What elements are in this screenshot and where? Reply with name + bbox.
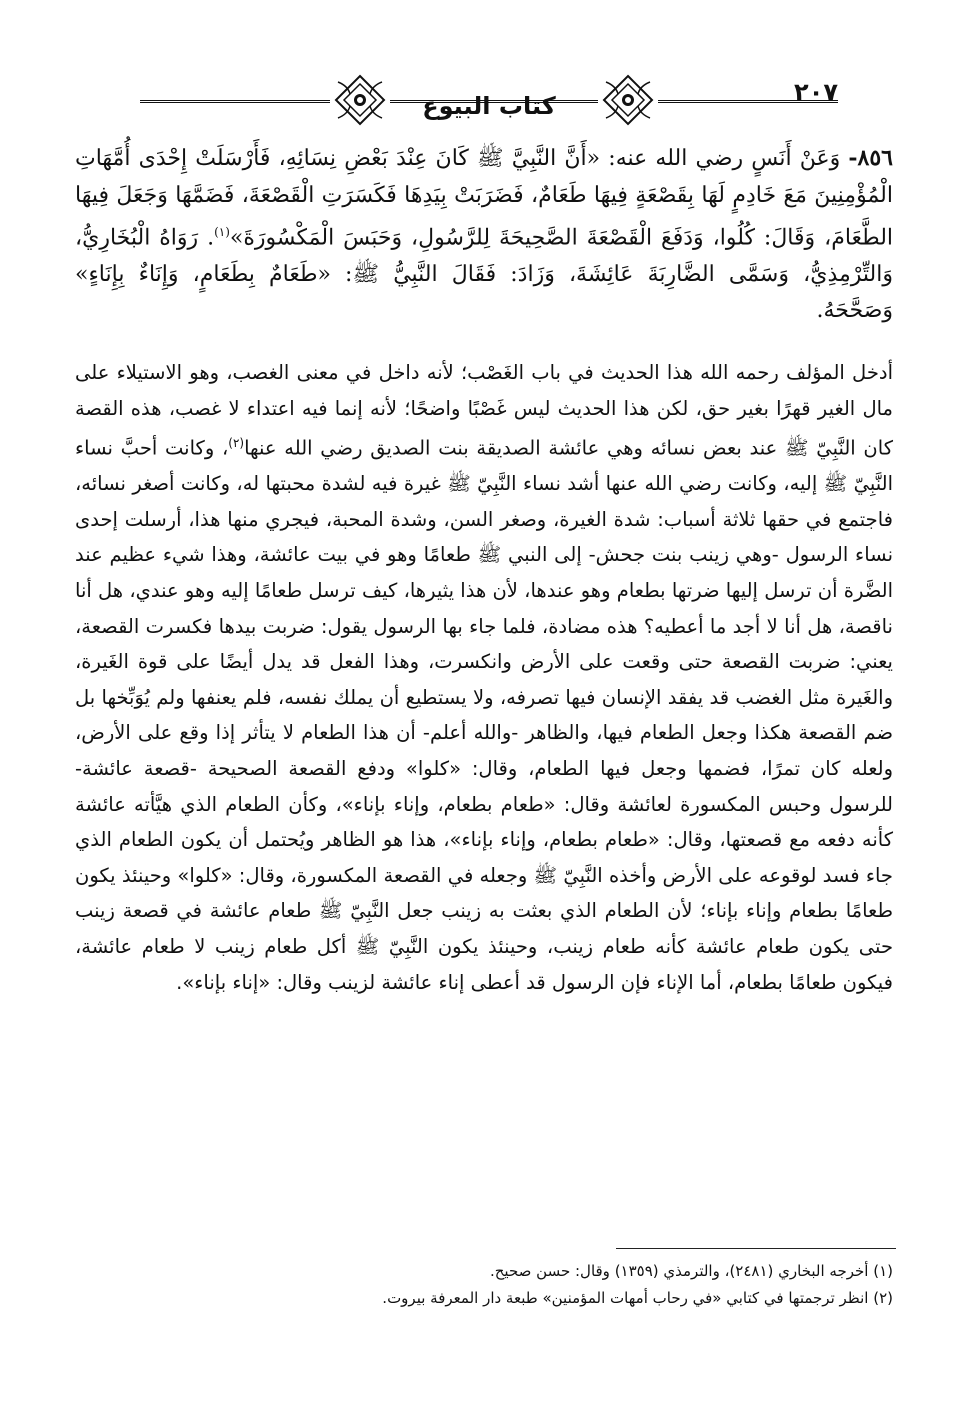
footnote-divider xyxy=(616,1248,896,1249)
page-header xyxy=(100,70,878,130)
chapter-title: كتاب البيوع xyxy=(422,92,556,120)
footnote-ref-1[interactable]: (١) xyxy=(214,225,230,239)
footnote-2: (٢) انظر ترجمتها في كتابي «في رحاب أمهات المؤمنين» طبعة دار المعرفة بيروت. xyxy=(382,1289,893,1307)
hadith-body: وَعَنْ أَنَسٍ رضي الله عنه: «أَنَّ النَّبِيَّ ﷺ كَانَ عِنْدَ بَعْضِ نِسَائِهِ، فَأَرْسَلَتْ إِحْدَى أُمَّهَاتِ الْمُؤْمِنِينَ مَعَ خَادِمٍ لَهَا بِقَصْعَةٍ فِيهَا طَعَامٌ، فَضَرَبَتْ بِيَدِهَا فَكَسَرَتِ الْقَصْعَةَ، فَضَمَّهَا وَجَعَلَ فِيهَا الطَّعَامَ، وَقَالَ: كُلُوا، وَدَفَعَ الْقَصْعَةَ الصَّحِيحَةَ لِلرَّسُولِ، وَحَبَسَ الْمَكْسُورَةَ» xyxy=(75,146,894,251)
hadith-narration: . رَوَاهُ الْبُخَارِيُّ، وَالتِّرْمِذِيُّ، وَسَمَّى الضَّارِبَةَ عَائِشَةَ، وَزَادَ: فَقَالَ النَّبِيُّ ﷺ: «طَعَامٌ بِطَعَامٍ، وَإِنَاءٌ بِإِنَاءٍ» وَصَحَّحَهُ. xyxy=(75,225,893,324)
commentary-paragraph xyxy=(75,355,893,1000)
hadith-number: ٨٥٦- xyxy=(848,145,893,171)
commentary-part-1: أدخل المؤلف رحمه الله هذا الحديث في باب الغَصْب؛ لأنه داخل في معنى الغصب، وهو الاستيلاء على مال الغير قهرًا بغير حق، لكن هذا الحديث ليس غَصْبًا واضحًا؛ لأنه إنما فيه اعتداء لا غصب، هذه القصة كان النَّبِيّ ﷺ عند بعض نسائه وهي عائشة الصديقة بنت الصديق رضي الله عنها xyxy=(75,361,893,460)
hadith-text xyxy=(75,140,893,330)
footnotes xyxy=(75,1258,893,1312)
footnote-1: (١) أخرجه البخاري (٢٤٨١)، والترمذي (١٣٥٩) وقال: حسن صحيح. xyxy=(489,1262,893,1280)
page-number: ٢٠٧ xyxy=(794,78,838,106)
footnote-ref-2[interactable]: (٢) xyxy=(228,436,245,451)
commentary-part-2: ، وكانت أحبَّ نساء النَّبِيّ ﷺ إليه، وكانت رضي الله عنها أشد نساء النَّبِيّ ﷺ غيرة فيه لشدة محبتها له، وكانت أصغر نسائه، فاجتمع في حقها ثلاثة أسباب: شدة الغيرة، وصغر السن، وشدة المحبة، فيجري منها هذا، أرسلت إحدى نساء الرسول -وهي زينب بنت جحش- إلى النبي ﷺ طعامًا وهو في بيت عائشة، وهذا شيء عظيم عند الضَّرة أن ترسل إليها ضرتها بطعام وهو عندها، لأن هذا يثيرها، كيف ترسل طعامًا إليه وهو عندي، هل أنا ناقصة، هل أنا لا أجد ما أعطيه؟ هذه مضادة، فلما جاء بها الرسول يقول: ضربت بيدها فكسرت القصعة، يعني: ضربت القصعة حتى وقعت على الأرض وانكسرت، وهذا الفعل قد يدل أيضًا على قوة الغَيرة، والغَيرة مثل الغضب قد يفقد الإنسان فيها تصرفه، ولا يستطيع أن يملك نفسه، فلم يعنفها ولم يُوَبِّخها بل ضم القصعة هكذا وجعل الطعام فيها، والظاهر -والله أعلم- أن هذا الطعام لا يتأثر إذا وقع على الأرض، ولعله كان تمرًا، فضمها وجعل فيها الطعام، وقال: «كلوا» ودفع القصعة الصحيحة -قصعة عائشة- للرسول وحبس المكسورة لعائشة وقال: «طعام بطعام، وإناء بإناء»، وكأن الطعام الذي هيَّأته عائشة كأنه دفعه مع قصعتها، وقال: «طعام بطعام، وإناء بإناء»، هذا هو الظاهر ويُحتمل أن يكون الطعام الذي جاء فسد لوقوعه على الأرض وأخذه النَّبِيّ ﷺ وجعله في القصعة المكسورة، وقال: «كلوا» وحينئذ يكون طعامًا بطعام وإناء بإناء؛ لأن الطعام الذي بعثت به زينب جعل النَّبِيّ ﷺ طعام عائشة في قصعة زينب حتى يكون طعام عائشة كأنه طعام زينب، وحينئذ يكون النَّبِيّ ﷺ أكل طعام زينب لا طعام عائشة، فيكون طعامًا بطعام، أما الإناء فإن الرسول قد أعطى إناء عائشة لزينب وقال: «إناء بإناء». xyxy=(75,436,893,994)
